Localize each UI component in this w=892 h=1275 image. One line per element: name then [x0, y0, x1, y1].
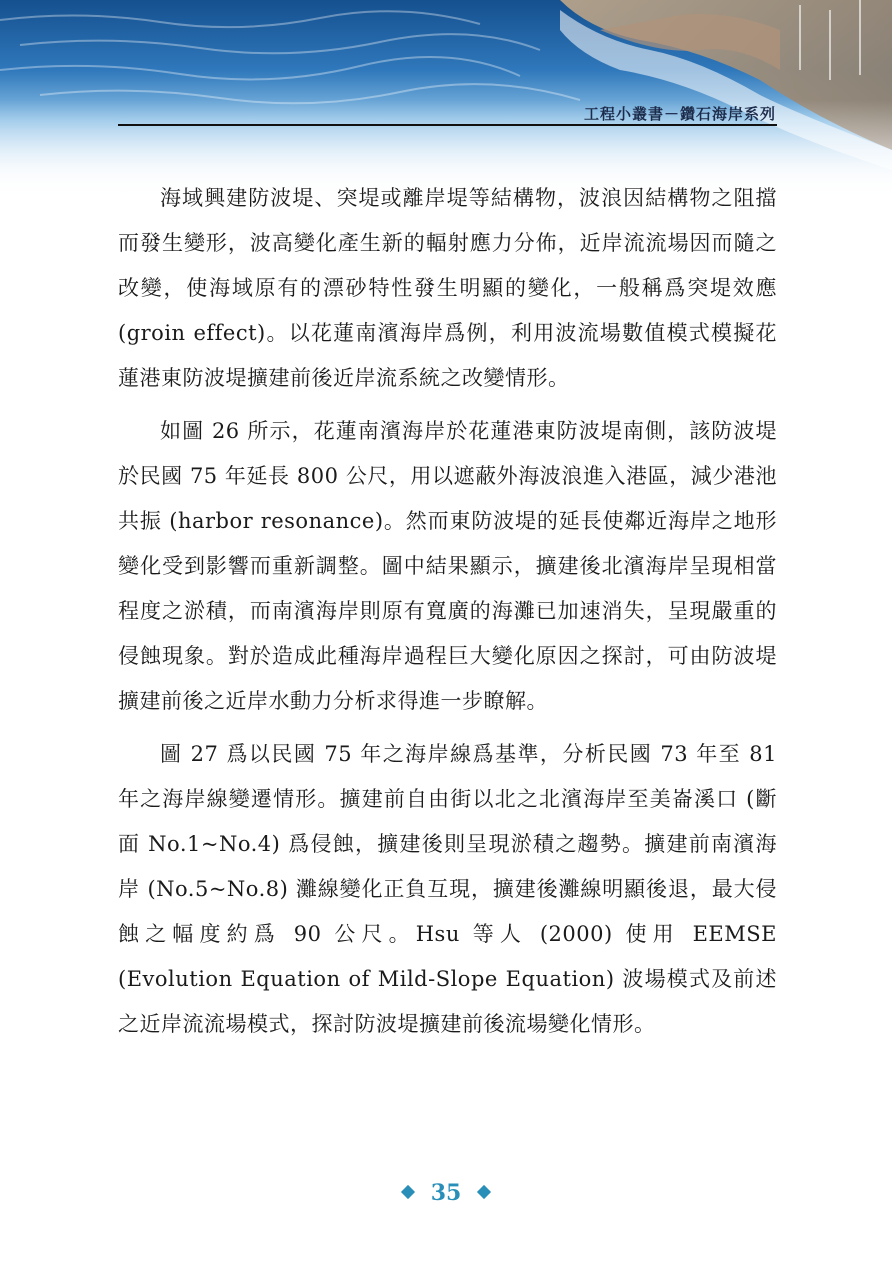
diamond-left-icon	[401, 1185, 415, 1199]
article-body	[118, 176, 777, 1055]
header-divider	[118, 124, 777, 126]
paragraph: 海域興建防波堤、突堤或離岸堤等結構物，波浪因結構物之阻擋而發生變形，波高變化產生新的輻射應力分佈，近岸流流場因而隨之改變，使海域原有的漂砂特性發生明顯的變化，一般稱爲突堤效應 (groin effect)。以花蓮南濱海岸爲例，利用波流場數值模式模擬花蓮港東防波堤擴建前後近岸流系統之改變情形。	[118, 186, 777, 390]
paragraph: 如圖 26 所示，花蓮南濱海岸於花蓮港東防波堤南側，該防波堤於民國 75 年延長 800 公尺，用以遮蔽外海波浪進入港區，減少港池共振 (harbor resonance)。然而東防波堤的延長使鄰近海岸之地形變化受到影響而重新調整。圖中結果顯示，擴建後北濱海岸呈現相當程度之淤積，而南濱海岸則原有寬廣的海灘已加速消失，呈現嚴重的侵蝕現象。對於造成此種海岸過程巨大變化原因之探討，可由防波堤擴建前後之近岸水動力分析求得進一步瞭解。	[118, 419, 777, 713]
page-footer	[0, 1180, 892, 1206]
page-number: 35	[430, 1180, 462, 1206]
paragraph: 圖 27 爲以民國 75 年之海岸線爲基準，分析民國 73 年至 81 年之海岸線變遷情形。擴建前自由街以北之北濱海岸至美崙溪口 (斷面 No.1~No.4) 爲侵蝕，擴建後則呈現淤積之趨勢。擴建前南濱海岸 (No.5~No.8) 灘線變化正負互現，擴建後灘線明顯後退，最大侵蝕之幅度約爲 90 公尺。Hsu 等人 (2000) 使用 EEMSE (Evolution Equation of Mild-Slope Equation) 波場模式及前述之近岸流流場模式，探討防波堤擴建前後流場變化情形。	[118, 742, 777, 1036]
header-ocean-banner	[0, 0, 892, 200]
ocean-photo-image	[0, 0, 892, 200]
diamond-right-icon	[477, 1185, 491, 1199]
series-title: 工程小叢書－鑽石海岸系列	[583, 105, 776, 123]
